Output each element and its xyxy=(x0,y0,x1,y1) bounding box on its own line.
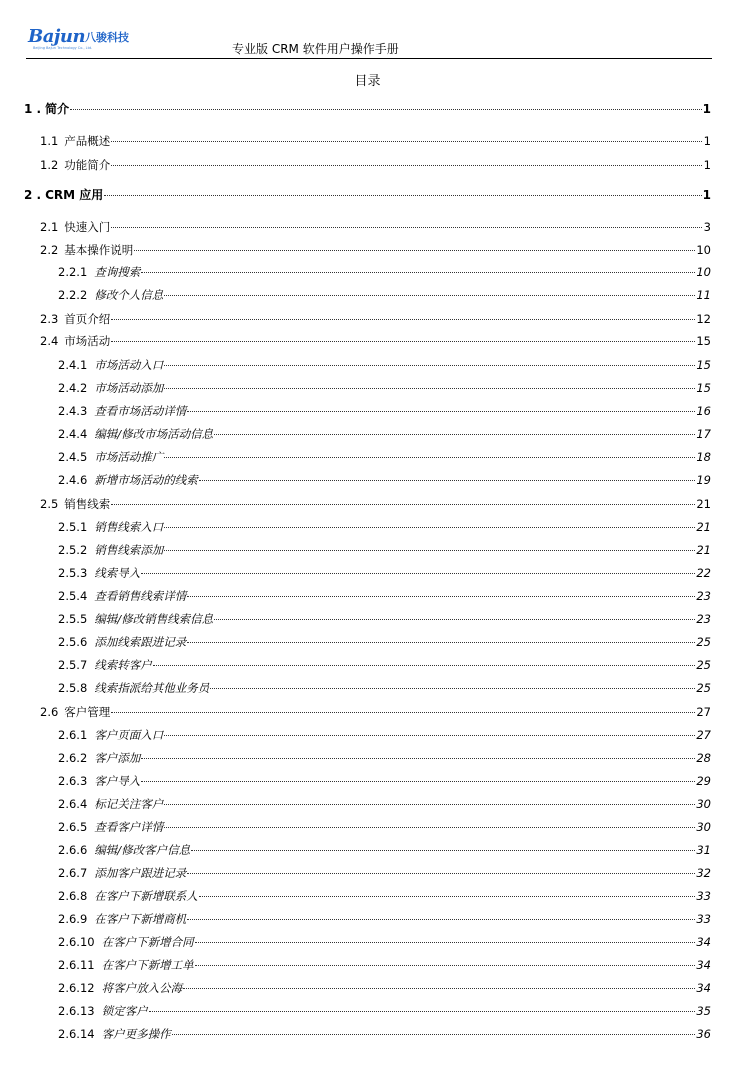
toc-entry-2-6-4[interactable] xyxy=(58,796,711,816)
toc-entry-number: 2.6.7 xyxy=(58,866,88,880)
toc-entry-page-number: 36 xyxy=(696,1027,711,1041)
toc-entry-number: 2.5.7 xyxy=(58,658,88,672)
toc-entry-page-number: 19 xyxy=(696,473,711,487)
toc-entry-title: 线索指派给其他业务员 xyxy=(94,681,210,695)
toc-entry-title: 在客户下新增商机 xyxy=(94,912,187,926)
dot-leader xyxy=(187,411,695,412)
toc-entry-2-6-12[interactable] xyxy=(58,980,711,1000)
toc-entry-page-number: 16 xyxy=(696,404,711,418)
toc-entry-2-5-7[interactable] xyxy=(58,657,711,677)
toc-entry-number: 2.2 xyxy=(40,243,59,257)
toc-entry-number: 2.5.4 xyxy=(58,589,88,603)
toc-entry-2-6-11[interactable] xyxy=(58,957,711,977)
toc-entry-2-2-1[interactable] xyxy=(58,264,711,284)
toc-entry-title: 查看市场活动详情 xyxy=(94,404,187,418)
dot-leader xyxy=(191,850,695,851)
toc-entry-page-number: 30 xyxy=(696,820,711,834)
toc-entry-title: 在客户下新增工单 xyxy=(101,958,194,972)
toc-entry-2-6-1[interactable] xyxy=(58,727,711,747)
toc-entry-number: 2.4 xyxy=(40,334,59,348)
toc-entry-page-number: 33 xyxy=(696,912,711,926)
toc-entry-title: 市场活动 xyxy=(64,334,111,348)
toc-entry-title: 线索转客户 xyxy=(94,658,152,672)
toc-entry-number: 2.5.6 xyxy=(58,635,88,649)
dot-leader xyxy=(141,781,695,782)
toc-entry-title: 产品概述 xyxy=(64,134,111,148)
toc-entry-2-5-5[interactable] xyxy=(58,611,711,631)
dot-leader xyxy=(187,642,695,643)
toc-entry-title: 标记关注客户 xyxy=(94,797,164,811)
toc-entry-number: 2.6.13 xyxy=(58,1004,95,1018)
toc-entry-number: 2.6 xyxy=(40,705,59,719)
dot-leader xyxy=(195,942,696,943)
toc-entry-number: 2.6.1 xyxy=(58,728,88,742)
toc-entry-2-6-13[interactable] xyxy=(58,1003,711,1023)
toc-entry-page-number: 3 xyxy=(703,220,711,234)
dot-leader xyxy=(111,319,695,320)
toc-entry-2-6-5[interactable] xyxy=(58,819,711,839)
document-title: 专业版 CRM 软件用户操作手册 xyxy=(232,42,399,56)
toc-entry-2-4-5[interactable] xyxy=(58,449,711,469)
toc-entry-page-number: 32 xyxy=(696,866,711,880)
toc-entry-number: 2.1 xyxy=(40,220,59,234)
toc-entry-title: 在客户下新增联系人 xyxy=(94,889,198,903)
toc-entry-page-number: 25 xyxy=(696,635,711,649)
toc-entry-2-3[interactable] xyxy=(40,311,711,331)
toc-entry-title: CRM 应用 xyxy=(45,188,104,202)
dot-leader xyxy=(164,827,695,828)
toc-entry-title: 编辑/修改销售线索信息 xyxy=(94,612,214,626)
toc-entry-2-4[interactable] xyxy=(40,333,711,353)
toc-entry-number: 2.4.1 xyxy=(58,358,88,372)
dot-leader xyxy=(199,480,696,481)
toc-entry-page-number: 10 xyxy=(696,243,711,257)
toc-entry-number: 1 . xyxy=(24,102,42,116)
toc-entry-2-2-2[interactable] xyxy=(58,287,711,307)
dot-leader xyxy=(111,227,702,228)
dot-leader xyxy=(187,596,695,597)
toc-entry-number: 2.4.3 xyxy=(58,404,88,418)
toc-entry-2-4-2[interactable] xyxy=(58,380,711,400)
toc-entry-page-number: 15 xyxy=(696,358,711,372)
dot-leader xyxy=(149,1011,696,1012)
toc-entry-1[interactable] xyxy=(24,100,711,120)
toc-entry-page-number: 1 xyxy=(702,102,711,116)
toc-entry-2-6-3[interactable] xyxy=(58,773,711,793)
toc-entry-page-number: 29 xyxy=(696,774,711,788)
toc-entry-title: 客户管理 xyxy=(64,705,111,719)
toc-entry-2-5[interactable] xyxy=(40,496,711,516)
toc-entry-2-4-3[interactable] xyxy=(58,403,711,423)
toc-entry-page-number: 33 xyxy=(696,889,711,903)
toc-entry-page-number: 34 xyxy=(696,958,711,972)
toc-entry-title: 线索导入 xyxy=(94,566,141,580)
toc-entry-number: 2.5.3 xyxy=(58,566,88,580)
dot-leader xyxy=(164,457,695,458)
toc-entry-title: 编辑/修改市场活动信息 xyxy=(94,427,214,441)
dot-leader xyxy=(164,804,695,805)
toc-entry-number: 2.6.14 xyxy=(58,1027,95,1041)
toc-entry-number: 2.6.4 xyxy=(58,797,88,811)
toc-entry-number: 1.2 xyxy=(40,158,59,172)
dot-leader xyxy=(195,965,696,966)
dot-leader xyxy=(104,195,701,196)
dot-leader xyxy=(210,688,695,689)
toc-entry-1-1[interactable] xyxy=(40,133,711,153)
toc-entry-number: 2.6.3 xyxy=(58,774,88,788)
toc-entry-page-number: 30 xyxy=(696,797,711,811)
dot-leader xyxy=(187,919,695,920)
toc-entry-page-number: 1 xyxy=(702,188,711,202)
toc-entry-number: 2.4.2 xyxy=(58,381,88,395)
toc-entry-page-number: 25 xyxy=(696,681,711,695)
toc-entry-title: 市场活动推广 xyxy=(94,450,164,464)
toc-heading: 目录 xyxy=(354,74,381,89)
toc-entry-title: 销售线索入口 xyxy=(94,520,164,534)
dot-leader xyxy=(164,735,695,736)
toc-entry-number: 2.5.5 xyxy=(58,612,88,626)
toc-entry-number: 2.2.1 xyxy=(58,265,88,279)
toc-entry-title: 修改个人信息 xyxy=(94,288,164,302)
dot-leader xyxy=(141,573,695,574)
toc-entry-title: 简介 xyxy=(45,102,70,116)
dot-leader xyxy=(141,758,695,759)
toc-entry-number: 2.4.6 xyxy=(58,473,88,487)
toc-entry-page-number: 22 xyxy=(696,566,711,580)
toc-entry-number: 2.4.4 xyxy=(58,427,88,441)
toc-entry-number: 2.6.8 xyxy=(58,889,88,903)
toc-entry-page-number: 23 xyxy=(696,612,711,626)
toc-entry-title: 客户导入 xyxy=(94,774,141,788)
toc-entry-2-5-2[interactable] xyxy=(58,542,711,562)
toc-entry-number: 2.5.8 xyxy=(58,681,88,695)
toc-entry-title: 市场活动入口 xyxy=(94,358,164,372)
toc-entry-title: 将客户放入公海 xyxy=(101,981,183,995)
dot-leader xyxy=(111,141,702,142)
toc-entry-2-6-14[interactable] xyxy=(58,1026,711,1046)
toc-entry-page-number: 11 xyxy=(696,288,711,302)
toc-entry-page-number: 35 xyxy=(696,1004,711,1018)
toc-entry-title: 查看销售线索详情 xyxy=(94,589,187,603)
toc-entry-title: 首页介绍 xyxy=(64,312,111,326)
toc-entry-number: 2.6.2 xyxy=(58,751,88,765)
toc-entry-2-6-8[interactable] xyxy=(58,888,711,908)
toc-entry-number: 2.6.6 xyxy=(58,843,88,857)
toc-entry-2-4-6[interactable] xyxy=(58,472,711,492)
toc-entry-2-4-4[interactable] xyxy=(58,426,711,446)
toc-entry-page-number: 21 xyxy=(696,520,711,534)
toc-entry-page-number: 1 xyxy=(703,158,711,172)
toc-entry-2-5-4[interactable] xyxy=(58,588,711,608)
toc-entry-page-number: 34 xyxy=(696,981,711,995)
toc-entry-number: 2.6.10 xyxy=(58,935,95,949)
toc-entry-number: 2.2.2 xyxy=(58,288,88,302)
toc-entry-2-5-6[interactable] xyxy=(58,634,711,654)
toc-entry-number: 1.1 xyxy=(40,134,59,148)
toc-entry-page-number: 18 xyxy=(696,450,711,464)
toc-entry-2-5-1[interactable] xyxy=(58,519,711,539)
toc-entry-number: 2 . xyxy=(24,188,42,202)
toc-entry-title: 客户页面入口 xyxy=(94,728,164,742)
toc-entry-page-number: 1 xyxy=(703,134,711,148)
dot-leader xyxy=(153,665,696,666)
dot-leader xyxy=(214,619,695,620)
toc-entry-page-number: 15 xyxy=(696,381,711,395)
toc-entry-page-number: 17 xyxy=(696,427,711,441)
logo-wordmark: Bajun xyxy=(28,26,86,47)
dot-leader xyxy=(187,873,695,874)
toc-entry-2-1[interactable] xyxy=(40,219,711,239)
toc-entry-2-4-1[interactable] xyxy=(58,357,711,377)
toc-entry-page-number: 23 xyxy=(696,589,711,603)
toc-entry-title: 客户更多操作 xyxy=(101,1027,171,1041)
dot-leader xyxy=(214,434,695,435)
toc-entry-title: 快速入门 xyxy=(64,220,111,234)
dot-leader xyxy=(111,504,695,505)
toc-entry-number: 2.5 xyxy=(40,497,59,511)
toc-entry-2[interactable] xyxy=(24,186,711,206)
toc-entry-1-2[interactable] xyxy=(40,157,711,177)
toc-entry-number: 2.5.2 xyxy=(58,543,88,557)
toc-entry-2-6-2[interactable] xyxy=(58,750,711,770)
toc-entry-title: 在客户下新增合同 xyxy=(101,935,194,949)
toc-entry-title: 添加客户跟进记录 xyxy=(94,866,187,880)
toc-entry-title: 功能简介 xyxy=(64,158,111,172)
toc-entry-title: 销售线索添加 xyxy=(94,543,164,557)
toc-entry-page-number: 10 xyxy=(696,265,711,279)
dot-leader xyxy=(172,1034,696,1035)
toc-entry-page-number: 21 xyxy=(696,543,711,557)
toc-entry-title: 客户添加 xyxy=(94,751,141,765)
dot-leader xyxy=(183,988,695,989)
toc-entry-2-6-6[interactable] xyxy=(58,842,711,862)
toc-entry-number: 2.6.11 xyxy=(58,958,95,972)
toc-entry-number: 2.6.5 xyxy=(58,820,88,834)
toc-entry-title: 查看客户详情 xyxy=(94,820,164,834)
dot-leader xyxy=(199,896,696,897)
dot-leader xyxy=(111,712,695,713)
toc-entry-number: 2.6.12 xyxy=(58,981,95,995)
dot-leader xyxy=(111,165,702,166)
dot-leader xyxy=(164,388,695,389)
toc-entry-title: 新增市场活动的线索 xyxy=(94,473,198,487)
toc-entry-number: 2.3 xyxy=(40,312,59,326)
toc-entry-number: 2.4.5 xyxy=(58,450,88,464)
dot-leader xyxy=(164,550,695,551)
toc-entry-title: 添加线索跟进记录 xyxy=(94,635,187,649)
toc-entry-page-number: 12 xyxy=(696,312,711,326)
toc-entry-page-number: 21 xyxy=(696,497,711,511)
toc-entry-title: 锁定客户 xyxy=(101,1004,148,1018)
dot-leader xyxy=(164,365,695,366)
logo-chinese-name: 八骏科技 xyxy=(85,31,129,44)
toc-entry-2-2[interactable] xyxy=(40,242,711,262)
dot-leader xyxy=(70,109,702,110)
toc-entry-2-6[interactable] xyxy=(40,704,711,724)
dot-leader xyxy=(111,341,695,342)
toc-entry-page-number: 27 xyxy=(696,728,711,742)
toc-entry-title: 编辑/修改客户信息 xyxy=(94,843,191,857)
toc-entry-number: 2.6.9 xyxy=(58,912,88,926)
toc-entry-title: 市场活动添加 xyxy=(94,381,164,395)
toc-entry-title: 销售线索 xyxy=(64,497,111,511)
toc-entry-page-number: 31 xyxy=(696,843,711,857)
toc-entry-2-6-10[interactable] xyxy=(58,934,711,954)
dot-leader xyxy=(164,295,695,296)
toc-entry-page-number: 28 xyxy=(696,751,711,765)
toc-entry-page-number: 34 xyxy=(696,935,711,949)
toc-entry-title: 基本操作说明 xyxy=(64,243,134,257)
toc-entry-2-5-3[interactable] xyxy=(58,565,711,585)
dot-leader xyxy=(134,250,695,251)
logo-subtitle: Beijing Bajun Technology Co., Ltd. xyxy=(33,46,93,50)
toc-entry-page-number: 15 xyxy=(696,334,711,348)
toc-entry-page-number: 25 xyxy=(696,658,711,672)
dot-leader xyxy=(141,272,695,273)
toc-entry-2-6-9[interactable] xyxy=(58,911,711,931)
toc-entry-title: 查询搜索 xyxy=(94,265,141,279)
toc-entry-2-5-8[interactable] xyxy=(58,680,711,700)
dot-leader xyxy=(164,527,695,528)
toc-entry-page-number: 27 xyxy=(696,705,711,719)
toc-entry-number: 2.5.1 xyxy=(58,520,88,534)
toc-entry-2-6-7[interactable] xyxy=(58,865,711,885)
